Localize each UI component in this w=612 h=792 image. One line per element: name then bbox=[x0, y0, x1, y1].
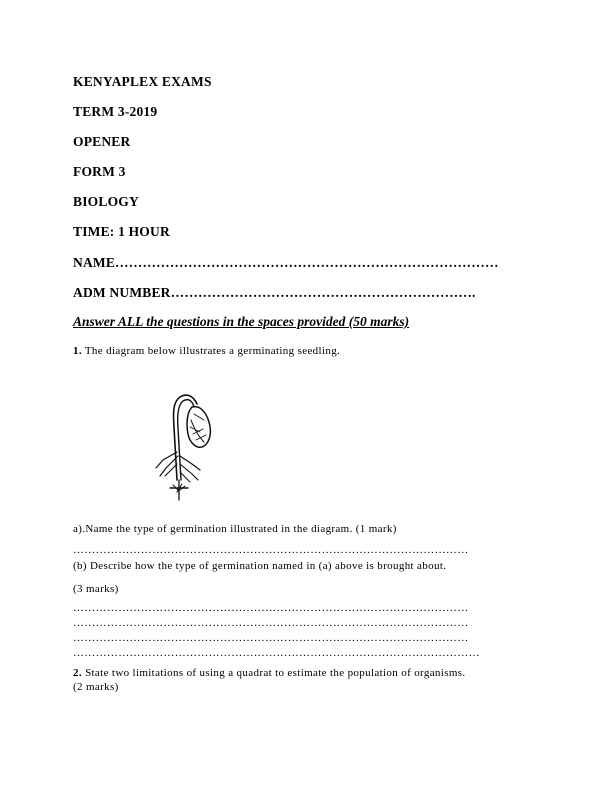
question-2-marks: (2 marks) bbox=[73, 681, 119, 693]
question-1a: a).Name the type of germination illustrated in the diagram. (1 mark) bbox=[73, 523, 397, 535]
question-1b-answer-line-4: ……………………………………………………………………………………………… bbox=[73, 647, 480, 659]
question-1b-answer-line-3: …………………………………………………………………………………………… bbox=[73, 632, 469, 644]
time-label: TIME: 1 HOUR bbox=[73, 224, 170, 239]
form-label: FORM 3 bbox=[73, 164, 126, 179]
exam-type-label: OPENER bbox=[73, 134, 131, 149]
name-answer-line: ………………………………………………………………………… bbox=[115, 255, 499, 270]
question-1 bbox=[73, 345, 340, 357]
name-field bbox=[73, 255, 499, 271]
question-1b: (b) Describe how the type of germination named in (a) above is brought about. bbox=[73, 560, 447, 572]
question-1-text: The diagram below illustrates a germinating seedling. bbox=[84, 345, 341, 357]
adm-number-answer-line: …………………………………………………………. bbox=[170, 285, 476, 300]
question-2 bbox=[73, 667, 465, 679]
adm-number-field bbox=[73, 285, 476, 301]
seedling-icon bbox=[130, 372, 230, 502]
exam-body-title: KENYAPLEX EXAMS bbox=[73, 74, 212, 89]
question-1b-answer-line-2: …………………………………………………………………………………………… bbox=[73, 617, 469, 629]
instructions: Answer ALL the questions in the spaces provided (50 marks) bbox=[73, 314, 410, 329]
question-1b-marks: (3 marks) bbox=[73, 583, 119, 595]
question-1a-answer-line: …………………………………………………………………………………………… bbox=[73, 544, 469, 556]
question-1-number: 1. bbox=[73, 345, 82, 357]
question-1b-answer-line-1: …………………………………………………………………………………………… bbox=[73, 602, 469, 614]
name-label: NAME bbox=[73, 255, 116, 270]
term-label: TERM 3-2019 bbox=[73, 104, 158, 119]
question-2-text: State two limitations of using a quadrat to estimate the population of organisms. bbox=[85, 667, 466, 679]
subject-label: BIOLOGY bbox=[73, 194, 139, 209]
adm-number-label: ADM NUMBER bbox=[73, 285, 171, 300]
question-2-number: 2. bbox=[73, 667, 82, 679]
germinating-seedling-drawing bbox=[130, 372, 230, 502]
